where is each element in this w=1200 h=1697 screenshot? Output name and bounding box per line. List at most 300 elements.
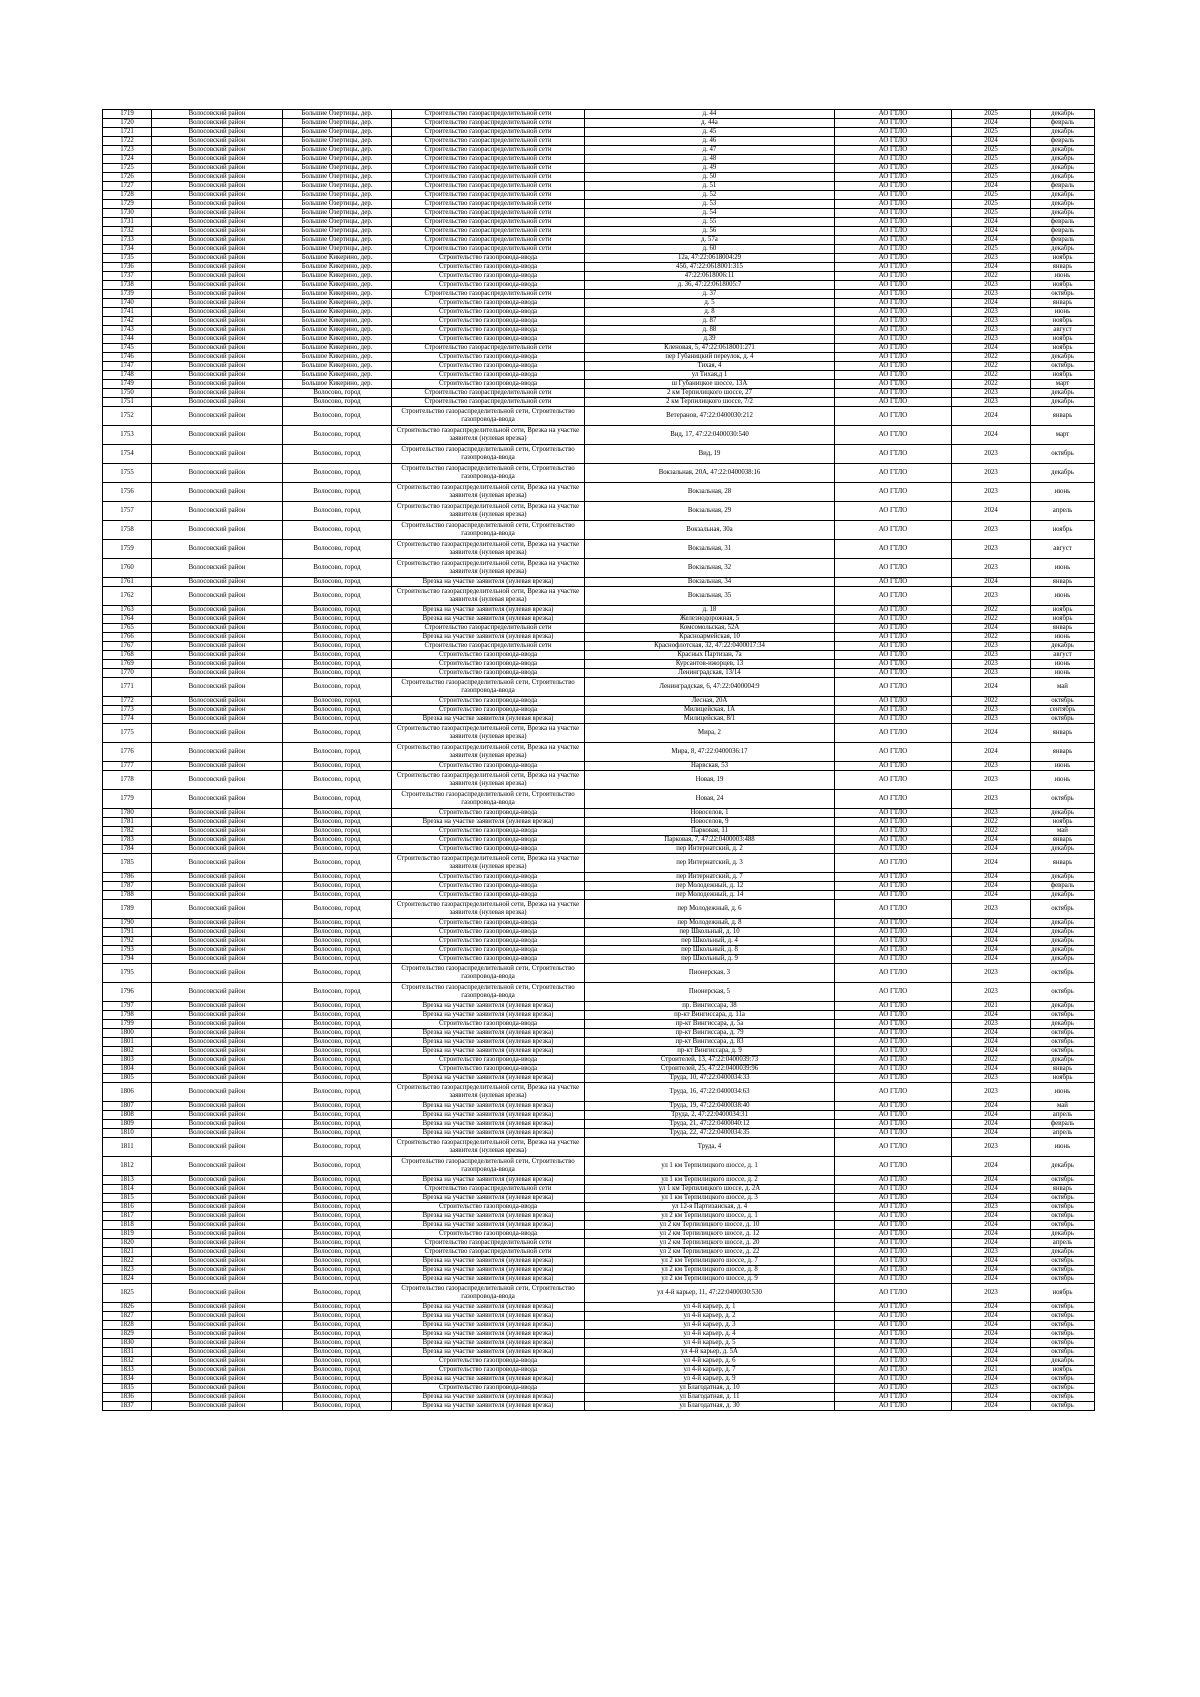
settlement-cell: Волосово, город bbox=[283, 790, 392, 809]
table-row bbox=[103, 559, 1095, 578]
work-type-cell: Строительство газораспределительной сети bbox=[392, 110, 585, 119]
table-row bbox=[103, 344, 1095, 353]
district-cell: Волосовский район bbox=[152, 209, 283, 218]
year-cell: 2023 bbox=[952, 398, 1031, 407]
month-cell: декабрь bbox=[1031, 464, 1095, 483]
district-cell: Волосовский район bbox=[152, 615, 283, 624]
settlement-cell: Волосово, город bbox=[283, 1384, 392, 1393]
contractor-cell: АО ГТЛО bbox=[835, 540, 952, 559]
address-cell: Краснофлотская, 32, 47:22:0400017:34 bbox=[585, 642, 835, 651]
work-type-cell: Строительство газораспределительной сети bbox=[392, 119, 585, 128]
district-cell: Волосовский район bbox=[152, 587, 283, 606]
month-cell: октябрь bbox=[1031, 1402, 1095, 1411]
contractor-cell: АО ГТЛО bbox=[835, 137, 952, 146]
row-number-cell: 1748 bbox=[103, 371, 152, 380]
work-type-cell: Строительство газопровода-ввода bbox=[392, 263, 585, 272]
year-cell: 2024 bbox=[952, 1120, 1031, 1129]
district-cell: Волосовский район bbox=[152, 245, 283, 254]
address-cell: ул Благодатная, д. 30 bbox=[585, 1402, 835, 1411]
contractor-cell: АО ГТЛО bbox=[835, 218, 952, 227]
district-cell: Волосовский район bbox=[152, 827, 283, 836]
work-type-cell: Врезка на участке заявителя (нулевая врезка) bbox=[392, 1129, 585, 1138]
address-cell: пер Школьный, д. 9 bbox=[585, 955, 835, 964]
work-type-cell: Строительство газопровода-ввода bbox=[392, 928, 585, 937]
settlement-cell: Волосово, город bbox=[283, 919, 392, 928]
district-cell: Волосовский район bbox=[152, 1176, 283, 1185]
address-cell: д. 52 bbox=[585, 191, 835, 200]
district-cell: Волосовский район bbox=[152, 1366, 283, 1375]
settlement-cell: Волосово, город bbox=[283, 955, 392, 964]
row-number-cell: 1755 bbox=[103, 464, 152, 483]
contractor-cell: АО ГТЛО bbox=[835, 155, 952, 164]
contractor-cell: АО ГТЛО bbox=[835, 1366, 952, 1375]
month-cell: декабрь bbox=[1031, 1002, 1095, 1011]
district-cell: Волосовский район bbox=[152, 697, 283, 706]
settlement-cell: Большие Озертицы, дер. bbox=[283, 182, 392, 191]
district-cell: Волосовский район bbox=[152, 464, 283, 483]
address-cell: Кленовая, 5, 47:22:0618001:271 bbox=[585, 344, 835, 353]
contractor-cell: АО ГТЛО bbox=[835, 964, 952, 983]
district-cell: Волосовский район bbox=[152, 119, 283, 128]
row-number-cell: 1806 bbox=[103, 1083, 152, 1102]
row-number-cell: 1720 bbox=[103, 119, 152, 128]
year-cell: 2024 bbox=[952, 1321, 1031, 1330]
row-number-cell: 1835 bbox=[103, 1384, 152, 1393]
month-cell: декабрь bbox=[1031, 245, 1095, 254]
address-cell: Железнодорожная, 5 bbox=[585, 615, 835, 624]
month-cell: февраль bbox=[1031, 236, 1095, 245]
address-cell: ул 2 км Терпилицкого шоссе, д. 1 bbox=[585, 1212, 835, 1221]
contractor-cell: АО ГТЛО bbox=[835, 827, 952, 836]
month-cell: декабрь bbox=[1031, 937, 1095, 946]
table-row bbox=[103, 182, 1095, 191]
district-cell: Волосовский район bbox=[152, 1002, 283, 1011]
address-cell: Парковая, 11 bbox=[585, 827, 835, 836]
row-number-cell: 1754 bbox=[103, 445, 152, 464]
settlement-cell: Волосово, город bbox=[283, 1366, 392, 1375]
month-cell: ноябрь bbox=[1031, 615, 1095, 624]
work-type-cell: Строительство газопровода-ввода bbox=[392, 1020, 585, 1029]
year-cell: 2024 bbox=[952, 1239, 1031, 1248]
district-cell: Волосовский район bbox=[152, 110, 283, 119]
contractor-cell: АО ГТЛО bbox=[835, 809, 952, 818]
address-cell: Милицейская, 1А bbox=[585, 706, 835, 715]
settlement-cell: Большое Кикерино, дер. bbox=[283, 272, 392, 281]
contractor-cell: АО ГТЛО bbox=[835, 227, 952, 236]
row-number-cell: 1722 bbox=[103, 137, 152, 146]
work-type-cell: Врезка на участке заявителя (нулевая врезка) bbox=[392, 578, 585, 587]
month-cell: октябрь bbox=[1031, 1321, 1095, 1330]
year-cell: 2023 bbox=[952, 559, 1031, 578]
contractor-cell: АО ГТЛО bbox=[835, 1083, 952, 1102]
district-cell: Волосовский район bbox=[152, 873, 283, 882]
settlement-cell: Волосово, город bbox=[283, 946, 392, 955]
settlement-cell: Большие Озертицы, дер. bbox=[283, 119, 392, 128]
address-cell: Красных Партизан, 7а bbox=[585, 651, 835, 660]
month-cell: декабрь bbox=[1031, 398, 1095, 407]
row-number-cell: 1725 bbox=[103, 164, 152, 173]
district-cell: Волосовский район bbox=[152, 1029, 283, 1038]
work-type-cell: Врезка на участке заявителя (нулевая врезка) bbox=[392, 1120, 585, 1129]
row-number-cell: 1774 bbox=[103, 715, 152, 724]
district-cell: Волосовский район bbox=[152, 900, 283, 919]
work-type-cell: Строительство газораспределительной сети, Врезка на участке заявителя (нулевая врезка) bbox=[392, 1083, 585, 1102]
table-row bbox=[103, 724, 1095, 743]
contractor-cell: АО ГТЛО bbox=[835, 426, 952, 445]
work-type-cell: Строительство газопровода-ввода bbox=[392, 873, 585, 882]
address-cell: пер Губаницкий переулок, д. 4 bbox=[585, 353, 835, 362]
district-cell: Волосовский район bbox=[152, 790, 283, 809]
table-row bbox=[103, 743, 1095, 762]
settlement-cell: Большое Кикерино, дер. bbox=[283, 335, 392, 344]
settlement-cell: Волосово, город bbox=[283, 724, 392, 743]
table-row bbox=[103, 1321, 1095, 1330]
month-cell: сентябрь bbox=[1031, 706, 1095, 715]
settlement-cell: Большие Озертицы, дер. bbox=[283, 245, 392, 254]
row-number-cell: 1786 bbox=[103, 873, 152, 882]
settlement-cell: Волосово, город bbox=[283, 1038, 392, 1047]
district-cell: Волосовский район bbox=[152, 1402, 283, 1411]
contractor-cell: АО ГТЛО bbox=[835, 1402, 952, 1411]
contractor-cell: АО ГТЛО bbox=[835, 1230, 952, 1239]
table-row bbox=[103, 669, 1095, 678]
contractor-cell: АО ГТЛО bbox=[835, 236, 952, 245]
row-number-cell: 1753 bbox=[103, 426, 152, 445]
contractor-cell: АО ГТЛО bbox=[835, 1357, 952, 1366]
table-row bbox=[103, 317, 1095, 326]
district-cell: Волосовский район bbox=[152, 407, 283, 426]
month-cell: октябрь bbox=[1031, 1330, 1095, 1339]
year-cell: 2025 bbox=[952, 110, 1031, 119]
month-cell: октябрь bbox=[1031, 1212, 1095, 1221]
settlement-cell: Волосово, город bbox=[283, 1312, 392, 1321]
year-cell: 2024 bbox=[952, 946, 1031, 955]
contractor-cell: АО ГТЛО bbox=[835, 559, 952, 578]
month-cell: май bbox=[1031, 1102, 1095, 1111]
contractor-cell: АО ГТЛО bbox=[835, 1176, 952, 1185]
address-cell: Ветеранов, 47:22:0400030:212 bbox=[585, 407, 835, 426]
year-cell: 2023 bbox=[952, 1384, 1031, 1393]
contractor-cell: АО ГТЛО bbox=[835, 928, 952, 937]
table-row bbox=[103, 1257, 1095, 1266]
district-cell: Волосовский район bbox=[152, 651, 283, 660]
work-type-cell: Строительство газораспределительной сети bbox=[392, 1248, 585, 1257]
district-cell: Волосовский район bbox=[152, 173, 283, 182]
table-row bbox=[103, 697, 1095, 706]
month-cell: октябрь bbox=[1031, 964, 1095, 983]
year-cell: 2023 bbox=[952, 706, 1031, 715]
settlement-cell: Волосово, город bbox=[283, 1047, 392, 1056]
settlement-cell: Волосово, город bbox=[283, 762, 392, 771]
contractor-cell: АО ГТЛО bbox=[835, 706, 952, 715]
row-number-cell: 1746 bbox=[103, 353, 152, 362]
contractor-cell: АО ГТЛО bbox=[835, 326, 952, 335]
work-type-cell: Строительство газораспределительной сети, Строительство газопровода-ввода bbox=[392, 407, 585, 426]
address-cell: ул 1 км Терпилицкого шоссе, д. 3 bbox=[585, 1194, 835, 1203]
address-cell: д. 56 bbox=[585, 227, 835, 236]
table-row bbox=[103, 1203, 1095, 1212]
contractor-cell: АО ГТЛО bbox=[835, 445, 952, 464]
address-cell: Труда, 2, 47:22:0400034:31 bbox=[585, 1111, 835, 1120]
work-type-cell: Строительство газопровода-ввода bbox=[392, 308, 585, 317]
table-row bbox=[103, 191, 1095, 200]
settlement-cell: Большие Озертицы, дер. bbox=[283, 227, 392, 236]
table-row bbox=[103, 236, 1095, 245]
work-type-cell: Врезка на участке заявителя (нулевая врезка) bbox=[392, 1047, 585, 1056]
row-number-cell: 1770 bbox=[103, 669, 152, 678]
row-number-cell: 1795 bbox=[103, 964, 152, 983]
work-type-cell: Строительство газораспределительной сети bbox=[392, 218, 585, 227]
work-type-cell: Строительство газопровода-ввода bbox=[392, 1357, 585, 1366]
settlement-cell: Волосово, город bbox=[283, 1002, 392, 1011]
row-number-cell: 1734 bbox=[103, 245, 152, 254]
address-cell: 2 км Терпилицкого шоссе, 7/2 bbox=[585, 398, 835, 407]
contractor-cell: АО ГТЛО bbox=[835, 290, 952, 299]
year-cell: 2024 bbox=[952, 836, 1031, 845]
district-cell: Волосовский район bbox=[152, 1221, 283, 1230]
district-cell: Волосовский район bbox=[152, 1266, 283, 1275]
address-cell: Труда, 19, 47:22:0400038:40 bbox=[585, 1102, 835, 1111]
address-cell: Вокзальная, 20А, 47:22:0400038:16 bbox=[585, 464, 835, 483]
month-cell: август bbox=[1031, 651, 1095, 660]
settlement-cell: Волосово, город bbox=[283, 1074, 392, 1083]
work-type-cell: Строительство газораспределительной сети bbox=[392, 236, 585, 245]
contractor-cell: АО ГТЛО bbox=[835, 1212, 952, 1221]
row-number-cell: 1836 bbox=[103, 1393, 152, 1402]
address-cell: Парковая, 7, 47:22:0400003:488 bbox=[585, 836, 835, 845]
year-cell: 2023 bbox=[952, 389, 1031, 398]
year-cell: 2024 bbox=[952, 182, 1031, 191]
row-number-cell: 1740 bbox=[103, 299, 152, 308]
work-type-cell: Строительство газопровода-ввода bbox=[392, 272, 585, 281]
month-cell: январь bbox=[1031, 854, 1095, 873]
settlement-cell: Волосово, город bbox=[283, 606, 392, 615]
month-cell: декабрь bbox=[1031, 353, 1095, 362]
year-cell: 2024 bbox=[952, 1357, 1031, 1366]
month-cell: декабрь bbox=[1031, 891, 1095, 900]
settlement-cell: Большие Озертицы, дер. bbox=[283, 200, 392, 209]
contractor-cell: АО ГТЛО bbox=[835, 398, 952, 407]
row-number-cell: 1751 bbox=[103, 398, 152, 407]
address-cell: пр-кт Вингиссара, д. 5а bbox=[585, 1020, 835, 1029]
month-cell: декабрь bbox=[1031, 919, 1095, 928]
district-cell: Волосовский район bbox=[152, 1393, 283, 1402]
district-cell: Волосовский район bbox=[152, 521, 283, 540]
row-number-cell: 1808 bbox=[103, 1111, 152, 1120]
district-cell: Волосовский район bbox=[152, 1111, 283, 1120]
address-cell: ул 1 км Терпилицкого шоссе, д. 1 bbox=[585, 1157, 835, 1176]
district-cell: Волосовский район bbox=[152, 1321, 283, 1330]
work-type-cell: Строительство газопровода-ввода bbox=[392, 1056, 585, 1065]
work-type-cell: Строительство газораспределительной сети, Строительство газопровода-ввода bbox=[392, 464, 585, 483]
year-cell: 2025 bbox=[952, 209, 1031, 218]
table-row bbox=[103, 272, 1095, 281]
month-cell: февраль bbox=[1031, 1120, 1095, 1129]
work-type-cell: Строительство газопровода-ввода bbox=[392, 254, 585, 263]
year-cell: 2023 bbox=[952, 587, 1031, 606]
year-cell: 2024 bbox=[952, 891, 1031, 900]
work-type-cell: Врезка на участке заявителя (нулевая врезка) bbox=[392, 1221, 585, 1230]
month-cell: январь bbox=[1031, 407, 1095, 426]
district-cell: Волосовский район bbox=[152, 762, 283, 771]
year-cell: 2023 bbox=[952, 540, 1031, 559]
contractor-cell: АО ГТЛО bbox=[835, 587, 952, 606]
contractor-cell: АО ГТЛО bbox=[835, 743, 952, 762]
contractor-cell: АО ГТЛО bbox=[835, 1266, 952, 1275]
district-cell: Волосовский район bbox=[152, 919, 283, 928]
row-number-cell: 1767 bbox=[103, 642, 152, 651]
work-type-cell: Строительство газопровода-ввода bbox=[392, 1203, 585, 1212]
row-number-cell: 1724 bbox=[103, 155, 152, 164]
settlement-cell: Большие Озертицы, дер. bbox=[283, 191, 392, 200]
year-cell: 2024 bbox=[952, 218, 1031, 227]
table-row bbox=[103, 1111, 1095, 1120]
contractor-cell: АО ГТЛО bbox=[835, 272, 952, 281]
settlement-cell: Волосово, город bbox=[283, 578, 392, 587]
district-cell: Волосовский район bbox=[152, 236, 283, 245]
table-row bbox=[103, 660, 1095, 669]
table-row bbox=[103, 445, 1095, 464]
address-cell: ул 4-й карьер, д. 6 bbox=[585, 1357, 835, 1366]
row-number-cell: 1828 bbox=[103, 1321, 152, 1330]
year-cell: 2024 bbox=[952, 624, 1031, 633]
month-cell: ноябрь bbox=[1031, 521, 1095, 540]
district-cell: Волосовский район bbox=[152, 281, 283, 290]
address-cell: д.39 bbox=[585, 335, 835, 344]
settlement-cell: Большое Кикерино, дер. bbox=[283, 371, 392, 380]
year-cell: 2022 bbox=[952, 272, 1031, 281]
district-cell: Волосовский район bbox=[152, 771, 283, 790]
work-type-cell: Врезка на участке заявителя (нулевая врезка) bbox=[392, 1348, 585, 1357]
work-type-cell: Врезка на участке заявителя (нулевая врезка) bbox=[392, 1402, 585, 1411]
row-number-cell: 1779 bbox=[103, 790, 152, 809]
address-cell: ул 4-й карьер, д. 3 bbox=[585, 1321, 835, 1330]
row-number-cell: 1834 bbox=[103, 1375, 152, 1384]
district-cell: Волосовский район bbox=[152, 263, 283, 272]
contractor-cell: АО ГТЛО bbox=[835, 762, 952, 771]
row-number-cell: 1803 bbox=[103, 1056, 152, 1065]
address-cell: ул 4-й карьер, 11, 47:22:0400030:530 bbox=[585, 1284, 835, 1303]
month-cell: июнь bbox=[1031, 669, 1095, 678]
table-row bbox=[103, 809, 1095, 818]
table-row bbox=[103, 1074, 1095, 1083]
work-type-cell: Врезка на участке заявителя (нулевая врезка) bbox=[392, 1339, 585, 1348]
settlement-cell: Большие Озертицы, дер. bbox=[283, 209, 392, 218]
district-cell: Волосовский район bbox=[152, 1348, 283, 1357]
district-cell: Волосовский район bbox=[152, 128, 283, 137]
settlement-cell: Волосово, город bbox=[283, 633, 392, 642]
work-type-cell: Строительство газораспределительной сети, Строительство газопровода-ввода bbox=[392, 1284, 585, 1303]
address-cell: д. 46 bbox=[585, 137, 835, 146]
table-row bbox=[103, 1102, 1095, 1111]
row-number-cell: 1788 bbox=[103, 891, 152, 900]
month-cell: апрель bbox=[1031, 1111, 1095, 1120]
row-number-cell: 1784 bbox=[103, 845, 152, 854]
work-type-cell: Строительство газопровода-ввода bbox=[392, 1366, 585, 1375]
table-row bbox=[103, 299, 1095, 308]
month-cell: январь bbox=[1031, 724, 1095, 743]
address-cell: д. 45 bbox=[585, 128, 835, 137]
month-cell: январь bbox=[1031, 743, 1095, 762]
row-number-cell: 1742 bbox=[103, 317, 152, 326]
month-cell: декабрь bbox=[1031, 1056, 1095, 1065]
address-cell: Ленинградская, 13/14 bbox=[585, 669, 835, 678]
row-number-cell: 1726 bbox=[103, 173, 152, 182]
year-cell: 2025 bbox=[952, 191, 1031, 200]
table-row bbox=[103, 624, 1095, 633]
table-row bbox=[103, 790, 1095, 809]
address-cell: Труда, 10, 47:22:0400034:33 bbox=[585, 1074, 835, 1083]
row-number-cell: 1811 bbox=[103, 1138, 152, 1157]
settlement-cell: Волосово, город bbox=[283, 1185, 392, 1194]
work-type-cell: Строительство газопровода-ввода bbox=[392, 380, 585, 389]
row-number-cell: 1789 bbox=[103, 900, 152, 919]
month-cell: ноябрь bbox=[1031, 371, 1095, 380]
work-type-cell: Строительство газопровода-ввода bbox=[392, 891, 585, 900]
settlement-cell: Волосово, город bbox=[283, 1111, 392, 1120]
address-cell: Милицейская, 8/1 bbox=[585, 715, 835, 724]
work-type-cell: Врезка на участке заявителя (нулевая врезка) bbox=[392, 1275, 585, 1284]
contractor-cell: АО ГТЛО bbox=[835, 1339, 952, 1348]
year-cell: 2023 bbox=[952, 1248, 1031, 1257]
contractor-cell: АО ГТЛО bbox=[835, 669, 952, 678]
contractor-cell: АО ГТЛО bbox=[835, 1120, 952, 1129]
month-cell: июнь bbox=[1031, 771, 1095, 790]
address-cell: Вокзальная, 32 bbox=[585, 559, 835, 578]
contractor-cell: АО ГТЛО bbox=[835, 1056, 952, 1065]
month-cell: октябрь bbox=[1031, 1312, 1095, 1321]
table-row bbox=[103, 173, 1095, 182]
address-cell: Труда, 16, 47:22:0400034:63 bbox=[585, 1083, 835, 1102]
table-row bbox=[103, 587, 1095, 606]
district-cell: Волосовский район bbox=[152, 1129, 283, 1138]
month-cell: октябрь bbox=[1031, 715, 1095, 724]
year-cell: 2023 bbox=[952, 762, 1031, 771]
district-cell: Волосовский район bbox=[152, 606, 283, 615]
district-cell: Волосовский район bbox=[152, 1330, 283, 1339]
settlement-cell: Волосово, город bbox=[283, 1257, 392, 1266]
row-number-cell: 1782 bbox=[103, 827, 152, 836]
address-cell: Вокзальная, 29 bbox=[585, 502, 835, 521]
year-cell: 2022 bbox=[952, 353, 1031, 362]
work-type-cell: Строительство газопровода-ввода bbox=[392, 762, 585, 771]
settlement-cell: Волосово, город bbox=[283, 407, 392, 426]
year-cell: 2023 bbox=[952, 651, 1031, 660]
month-cell: апрель bbox=[1031, 502, 1095, 521]
contractor-cell: АО ГТЛО bbox=[835, 353, 952, 362]
contractor-cell: АО ГТЛО bbox=[835, 119, 952, 128]
district-cell: Волосовский район bbox=[152, 624, 283, 633]
row-number-cell: 1831 bbox=[103, 1348, 152, 1357]
month-cell: февраль bbox=[1031, 182, 1095, 191]
work-type-cell: Строительство газопровода-ввода bbox=[392, 669, 585, 678]
address-cell: Вид, 17, 47:22:0400030:540 bbox=[585, 426, 835, 445]
year-cell: 2022 bbox=[952, 371, 1031, 380]
year-cell: 2024 bbox=[952, 1375, 1031, 1384]
work-type-cell: Строительство газораспределительной сети bbox=[392, 155, 585, 164]
year-cell: 2024 bbox=[952, 882, 1031, 891]
settlement-cell: Волосово, город bbox=[283, 660, 392, 669]
work-type-cell: Строительство газораспределительной сети bbox=[392, 164, 585, 173]
month-cell: октябрь bbox=[1031, 1339, 1095, 1348]
year-cell: 2024 bbox=[952, 1065, 1031, 1074]
year-cell: 2024 bbox=[952, 919, 1031, 928]
district-cell: Волосовский район bbox=[152, 854, 283, 873]
contractor-cell: АО ГТЛО bbox=[835, 1239, 952, 1248]
month-cell: ноябрь bbox=[1031, 281, 1095, 290]
year-cell: 2021 bbox=[952, 1366, 1031, 1375]
contractor-cell: АО ГТЛО bbox=[835, 1029, 952, 1038]
